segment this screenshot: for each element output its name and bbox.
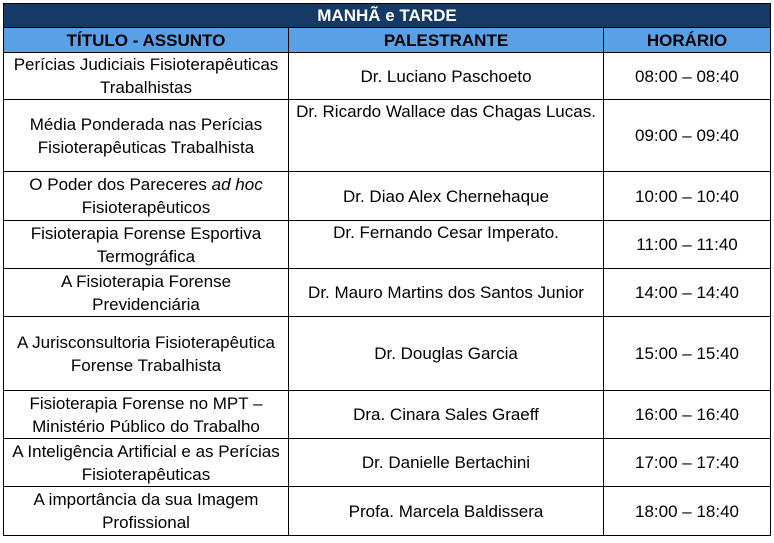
header-title: TÍTULO - ASSUNTO <box>4 28 289 53</box>
table-row <box>4 317 771 391</box>
row-title: Perícias Judiciais Fisioterapêuticas Trabalhistas <box>4 53 289 100</box>
row-title: A Jurisconsultoria Fisioterapêutica Forense Trabalhista <box>4 317 289 391</box>
row-speaker: Dr. Ricardo Wallace das Chagas Lucas. <box>289 100 604 172</box>
row-speaker: Dr. Douglas Garcia <box>289 317 604 391</box>
row-speaker: Dr. Danielle Bertachini <box>289 439 604 487</box>
header-time: HORÁRIO <box>604 28 771 53</box>
row-title: A importância da sua Imagem Profissional <box>4 487 289 536</box>
schedule-table <box>3 3 771 536</box>
row-time: 11:00 – 11:40 <box>604 221 771 269</box>
table-row <box>4 391 771 439</box>
row-speaker: Dr. Diao Alex Chernehaque <box>289 172 604 221</box>
header-row <box>4 28 771 53</box>
row-time: 08:00 – 08:40 <box>604 53 771 100</box>
header-speaker: PALESTRANTE <box>289 28 604 53</box>
row-title-part: O Poder dos Pareceres <box>29 175 212 194</box>
row-time: 18:00 – 18:40 <box>604 487 771 536</box>
row-title: Fisioterapia Forense Esportiva Termográfica <box>4 221 289 269</box>
row-time: 14:00 – 14:40 <box>604 269 771 317</box>
schedule-banner: MANHÃ e TARDE <box>4 4 771 28</box>
row-title: A Fisioterapia Forense Previdenciária <box>4 269 289 317</box>
banner-row <box>4 4 771 28</box>
row-time: 15:00 – 15:40 <box>604 317 771 391</box>
row-title-part: Fisioterapêuticos <box>81 198 211 217</box>
row-time: 17:00 – 17:40 <box>604 439 771 487</box>
row-speaker: Dr. Luciano Paschoeto <box>289 53 604 100</box>
row-speaker: Dr. Mauro Martins dos Santos Junior <box>289 269 604 317</box>
row-speaker: Dra. Cinara Sales Graeff <box>289 391 604 439</box>
table-row <box>4 100 771 172</box>
row-speaker: Profa. Marcela Baldissera <box>289 487 604 536</box>
row-title <box>4 172 289 221</box>
schedule-container <box>3 3 770 536</box>
table-row <box>4 53 771 100</box>
table-row <box>4 487 771 536</box>
table-row <box>4 439 771 487</box>
row-speaker: Dr. Fernando Cesar Imperato. <box>289 221 604 269</box>
row-title: Média Ponderada nas Perícias Fisioterapêuticas Trabalhista <box>4 100 289 172</box>
row-title-emphasis: ad hoc <box>211 175 263 194</box>
row-title: A Inteligência Artificial e as Perícias Fisioterapêuticas <box>4 439 289 487</box>
row-time: 10:00 – 10:40 <box>604 172 771 221</box>
table-row <box>4 221 771 269</box>
row-time: 09:00 – 09:40 <box>604 100 771 172</box>
table-row <box>4 172 771 221</box>
table-row <box>4 269 771 317</box>
row-title: Fisioterapia Forense no MPT – Ministério Público do Trabalho <box>4 391 289 439</box>
row-time: 16:00 – 16:40 <box>604 391 771 439</box>
